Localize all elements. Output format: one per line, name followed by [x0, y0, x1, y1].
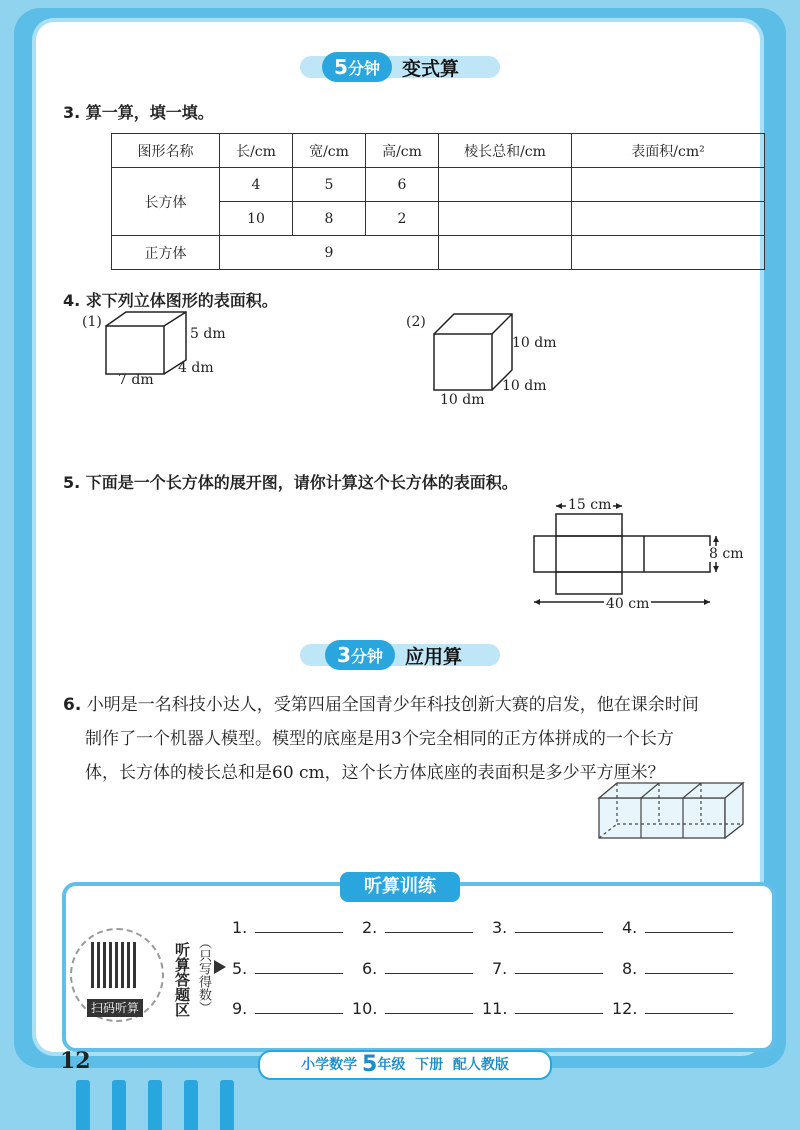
- time-pill: 3分钟: [325, 640, 395, 670]
- net-total-length: 40 cm: [606, 596, 650, 612]
- answer-slot-1[interactable]: 1.: [232, 918, 343, 937]
- shape-name-cell: 正方体: [112, 236, 220, 270]
- answer-slot-7[interactable]: 7.: [492, 959, 603, 978]
- arrow-right-icon: [214, 960, 226, 974]
- figure-2-tag: (2): [406, 314, 426, 330]
- table-cell: 8: [293, 202, 366, 236]
- question-4-label: 4. 求下列立体图形的表面积。: [63, 291, 278, 310]
- answer-cell[interactable]: [572, 202, 765, 236]
- table-row: [112, 168, 765, 202]
- net-top-length: 15 cm: [568, 497, 612, 513]
- answer-slot-12[interactable]: 12.: [612, 999, 733, 1018]
- table-cell: 4: [220, 168, 293, 202]
- net-diagram: [526, 496, 722, 612]
- table-header-row: [112, 134, 765, 168]
- table-header: 宽/cm: [293, 134, 366, 168]
- table-header: 图形名称: [112, 134, 220, 168]
- three-cube-figure: [596, 780, 746, 842]
- answer-cell[interactable]: [439, 168, 572, 202]
- table-cell: 2: [366, 202, 439, 236]
- figure-1-length: 7 dm: [118, 372, 154, 388]
- answer-cell[interactable]: [572, 236, 765, 270]
- figure-1-width: 4 dm: [178, 360, 214, 376]
- table-cell: 5: [293, 168, 366, 202]
- qr-label: 扫码听算: [87, 999, 143, 1017]
- page-number: 12: [60, 1048, 91, 1074]
- answer-slot-2[interactable]: 2.: [362, 918, 473, 937]
- section-header-1: [0, 52, 800, 82]
- question-3-table: [111, 133, 765, 270]
- answer-cell[interactable]: [439, 236, 572, 270]
- listening-title: 听算训练: [340, 872, 460, 902]
- figure-2-width: 10 dm: [502, 378, 547, 394]
- net-side-height: 8 cm: [709, 546, 744, 562]
- figure-1-height: 5 dm: [190, 326, 226, 342]
- answer-area-note: （只写得数）: [196, 936, 211, 1014]
- time-pill: 5分钟: [322, 52, 392, 82]
- qr-code-icon[interactable]: [91, 942, 137, 988]
- table-cell: 6: [366, 168, 439, 202]
- table-header: 高/cm: [366, 134, 439, 168]
- table-header: 棱长总和/cm: [439, 134, 572, 168]
- answer-slot-11[interactable]: 11.: [482, 999, 603, 1018]
- book-footer: 小学数学 5年级 下册 配人教版: [258, 1050, 552, 1080]
- shape-name-cell: 长方体: [112, 168, 220, 236]
- question-6-text: 制作了一个机器人模型。模型的底座是用3个完全相同的正方体拼成的一个长方: [85, 729, 674, 749]
- table-header: 长/cm: [220, 134, 293, 168]
- answer-slot-8[interactable]: 8.: [622, 959, 733, 978]
- table-header: 表面积/cm²: [572, 134, 765, 168]
- answer-slot-10[interactable]: 10.: [352, 999, 473, 1018]
- section-header-2: [0, 640, 800, 670]
- question-3-label: 3. 算一算，填一填。: [63, 103, 214, 122]
- answer-slot-6[interactable]: 6.: [362, 959, 473, 978]
- question-6-text: 小明是一名科技小达人，受第四届全国青少年科技创新大赛的启发，他在课余时间: [86, 695, 699, 715]
- table-cell: 10: [220, 202, 293, 236]
- section-title: 变式算: [402, 58, 460, 80]
- answer-area-label: 听算答题区: [173, 941, 191, 1017]
- table-row: [112, 236, 765, 270]
- question-5-label: 5. 下面是一个长方体的展开图，请你计算这个长方体的表面积。: [63, 473, 518, 492]
- figure-2-length: 10 dm: [440, 392, 485, 408]
- page-tabs: [70, 1074, 270, 1130]
- answer-slot-3[interactable]: 3.: [492, 918, 603, 937]
- answer-cell[interactable]: [439, 202, 572, 236]
- question-6-text: 体，长方体的棱长总和是60 cm，这个长方体底座的表面积是多少平方厘米？: [85, 763, 665, 783]
- answer-cell[interactable]: [572, 168, 765, 202]
- question-6-number: 6.: [63, 695, 82, 715]
- section-title: 应用算: [405, 646, 463, 668]
- table-cell: 9: [220, 236, 439, 270]
- answer-slot-5[interactable]: 5.: [232, 959, 343, 978]
- figure-1-tag: (1): [82, 314, 102, 330]
- figure-2-height: 10 dm: [512, 335, 557, 351]
- answer-slot-9[interactable]: 9.: [232, 999, 343, 1018]
- question-6: [63, 688, 763, 790]
- answer-slot-4[interactable]: 4.: [622, 918, 733, 937]
